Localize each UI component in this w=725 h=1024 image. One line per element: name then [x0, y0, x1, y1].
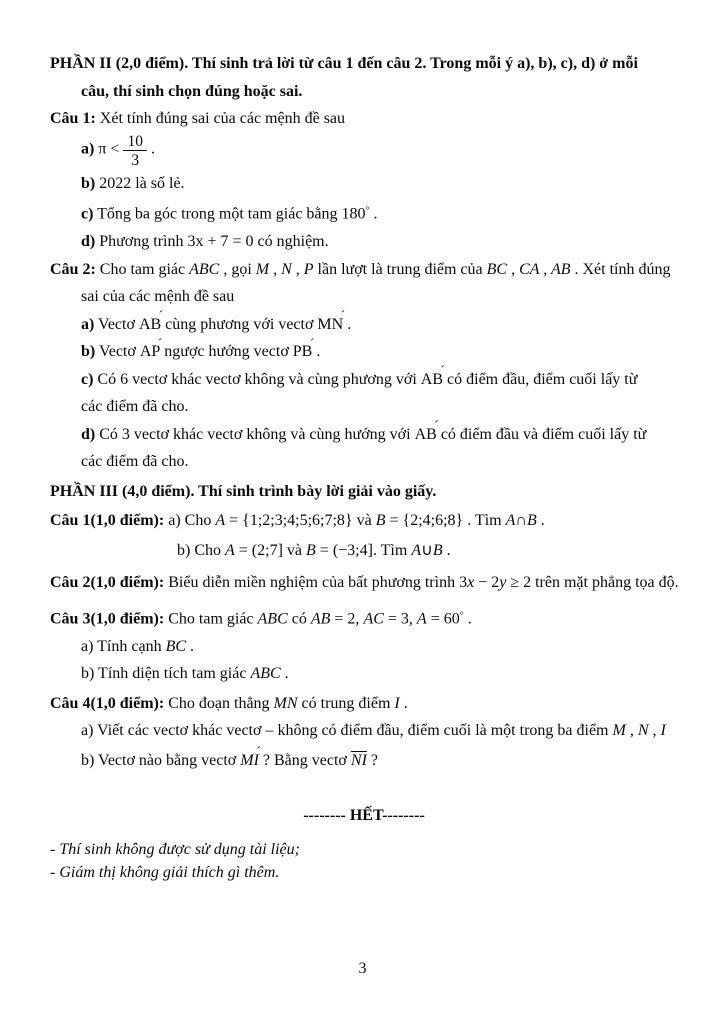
text-segment: -------- HẾT-------- [303, 807, 425, 825]
text-segment: = 60 [426, 610, 460, 628]
cau2-item-c-line2 [50, 393, 695, 421]
text-segment: có điểm đầu và điểm cuối lấy từ [436, 425, 647, 443]
p3-cau1-item-b [50, 537, 695, 565]
cau1-item-b [50, 170, 695, 198]
cau2-stem-line2 [50, 283, 695, 311]
text-segment: . [369, 205, 378, 223]
text-segment: a) [81, 315, 95, 333]
text-segment: A [225, 541, 235, 559]
cau2-item-c-line1 [50, 366, 695, 394]
text-segment: Phương trình 3x + 7 = 0 có nghiệm. [95, 233, 329, 251]
text-segment: b) Vectơ nào bằng vectơ [81, 751, 241, 769]
text-segment: b) [81, 343, 96, 361]
text-segment: . [146, 139, 155, 157]
text-segment: . [312, 343, 321, 361]
text-segment: AB [310, 610, 331, 628]
vector-label: PB ´ [293, 338, 313, 366]
text-segment: - Thí sinh không được sử dụng tài liệu; [50, 840, 300, 858]
cau2-item-d-line1 [50, 421, 695, 449]
text-segment: = 3, [383, 610, 417, 628]
text-segment: ≥ 2 trên mặt phẳng tọa độ. [506, 574, 679, 592]
text-segment: có [287, 610, 311, 628]
text-segment: = {2;4;6;8} . Tìm [385, 512, 506, 530]
text-segment: x [467, 574, 475, 592]
text-segment: = (2;7] và [234, 541, 307, 559]
text-segment: c) [81, 205, 94, 223]
text-segment: có điểm đầu, điểm cuối lấy từ [443, 370, 638, 388]
p3-cau3-item-a [50, 633, 695, 661]
part2-heading-line1 [50, 50, 695, 78]
text-segment: c) [81, 370, 94, 388]
text-segment: Biểu diễn miền nghiệm của bất phương trình 3 [164, 574, 468, 592]
text-segment: ABC [189, 260, 220, 278]
text-segment: b) [81, 174, 96, 192]
text-segment: AC [363, 610, 384, 628]
cau1-item-d [50, 228, 695, 256]
text-segment: các điểm đã cho. [81, 453, 189, 471]
text-segment: các điểm đã cho. [81, 398, 189, 416]
p3-cau3-item-b [50, 660, 695, 688]
fraction-denominator: 3 [131, 151, 140, 169]
cau2-stem-line1 [50, 256, 695, 284]
cau2-item-d-line2 [50, 448, 695, 476]
text-segment: a) Viết các vectơ khác vectơ – không có điểm đầu, điểm cuối là một trong ba điểm [81, 722, 613, 740]
text-segment: ° [365, 205, 370, 217]
text-segment: b) Cho [177, 541, 225, 559]
text-segment: Tổng ba góc trong một tam giác bằng 180 [93, 205, 366, 223]
text-segment: - Giám thị không giải thích gì thêm. [50, 863, 280, 881]
text-segment: Vectơ [95, 343, 140, 361]
p3-cau1-item-a [50, 507, 695, 535]
p3-cau3-stem [50, 602, 695, 633]
cau2-item-a [50, 311, 695, 339]
text-segment: . [186, 637, 195, 655]
text-segment: Câu 3(1,0 điểm): [50, 610, 165, 628]
vector-label: AB ´ [421, 366, 443, 394]
text-segment: a) Tính cạnh [81, 637, 166, 655]
text-segment: ngược hướng vectơ [160, 343, 293, 361]
vector-overline-label: $\overline{NI}$ [350, 751, 367, 769]
text-segment: A [416, 610, 427, 628]
text-segment: . [442, 541, 451, 559]
end-marker [50, 802, 695, 830]
text-segment: Câu 2(1,0 điểm): [50, 574, 165, 592]
fraction-numerator: 10 [123, 133, 147, 151]
vector-label: AP ´ [140, 338, 160, 366]
text-segment: A [215, 512, 226, 530]
text-segment: ABC [250, 665, 281, 683]
text-segment: Cho tam giác [164, 610, 258, 628]
text-segment: − 2 [474, 574, 500, 592]
text-segment: a) Cho [164, 512, 216, 530]
text-segment: . [399, 694, 408, 712]
cau2-item-b [50, 338, 695, 366]
text-segment: A [505, 512, 516, 530]
text-segment: . [280, 665, 289, 683]
text-segment: Câu 4(1,0 điểm): [50, 694, 165, 712]
vector-label: MI ´ [240, 747, 259, 775]
text-segment: BC [165, 637, 187, 655]
text-segment: d) [81, 233, 96, 251]
text-segment: ∩ [515, 512, 527, 530]
text-segment: A [411, 541, 422, 559]
text-segment: = {1;2;3;4;5;6;7;8} và [225, 512, 376, 530]
text-segment: Cho tam giác [95, 260, 190, 278]
text-segment: , gọi [219, 260, 256, 278]
text-segment: Có 3 vectơ khác vectơ không và cùng hướng với [95, 425, 415, 443]
p3-cau4-item-b [50, 747, 695, 775]
text-segment: B [432, 541, 443, 559]
text-segment: . [536, 512, 545, 530]
cau1-item-c [50, 197, 695, 228]
part2-heading-line2 [50, 78, 695, 106]
footnote-2 [50, 861, 695, 884]
cau1-stem [50, 105, 695, 133]
text-segment: = (−3;4]. Tìm [315, 541, 412, 559]
text-segment: ? Bằng vectơ [258, 751, 351, 769]
text-segment: Vectơ [94, 315, 139, 333]
text-segment: b) Tính diện tích tam giác [81, 665, 251, 683]
text-segment: ∪ [421, 541, 433, 559]
text-segment: a) [81, 139, 95, 157]
text-segment: MN [273, 694, 298, 712]
text-segment: có trung điểm [297, 694, 395, 712]
text-segment: B [306, 541, 316, 559]
text-segment: I [394, 694, 400, 712]
text-segment: . [343, 315, 352, 333]
text-segment: ABC [257, 610, 288, 628]
text-segment: PHẦN II (2,0 điểm). Thí sinh trả lời từ câu 1 đến câu 2. Trong mỗi ý a), b), c), d) ở mỗi [50, 55, 638, 72]
text-segment: 2022 là số lẻ. [95, 174, 185, 192]
fraction [123, 133, 147, 170]
text-segment: ° [459, 609, 464, 621]
text-segment: lần lượt là trung điểm của [313, 260, 487, 278]
text-segment: M , N , P [255, 260, 314, 278]
text-segment: . Xét tính đúng [570, 260, 671, 278]
text-segment: Xét tính đúng sai của các mệnh đề sau [95, 110, 346, 127]
text-segment: M , N , I [612, 722, 666, 740]
text-segment: Cho đoạn thẳng [164, 694, 274, 712]
text-segment: sai của các mệnh đề sau [81, 288, 235, 306]
vector-label: MN ´ [317, 311, 343, 339]
text-segment: y [499, 574, 507, 592]
document-body [50, 50, 695, 884]
text-segment: B [526, 512, 537, 530]
vector-label: AB ´ [415, 421, 437, 449]
text-segment: câu, thí sinh chọn đúng hoặc sai. [81, 82, 303, 100]
text-segment: Câu 1: [50, 110, 96, 127]
footnote-1 [50, 838, 695, 861]
text-segment: B [375, 512, 386, 530]
text-segment: PHẦN III (4,0 điểm). Thí sinh trình bày lời giải vào giấy. [50, 482, 437, 500]
p3-cau4-item-a [50, 717, 695, 745]
text-segment: Câu 1(1,0 điểm): [50, 512, 165, 530]
text-segment: . [463, 610, 472, 628]
text-segment: Câu 2: [50, 260, 96, 278]
text-segment: ? [366, 751, 378, 769]
page-number: 3 [358, 960, 367, 977]
p3-cau2 [50, 569, 695, 597]
part3-heading [50, 478, 695, 506]
text-segment: BC , CA , AB [486, 260, 571, 278]
p3-cau4-stem [50, 690, 695, 718]
text-segment: cùng phương với vectơ [161, 315, 318, 333]
text-segment: = 2, [330, 610, 364, 628]
vector-label: AB ´ [139, 311, 161, 339]
cau1-item-a [50, 133, 695, 170]
text-segment: π < [94, 139, 124, 157]
text-segment: d) [81, 425, 96, 443]
text-segment: Có 6 vectơ khác vectơ không và cùng phương với [93, 370, 421, 388]
